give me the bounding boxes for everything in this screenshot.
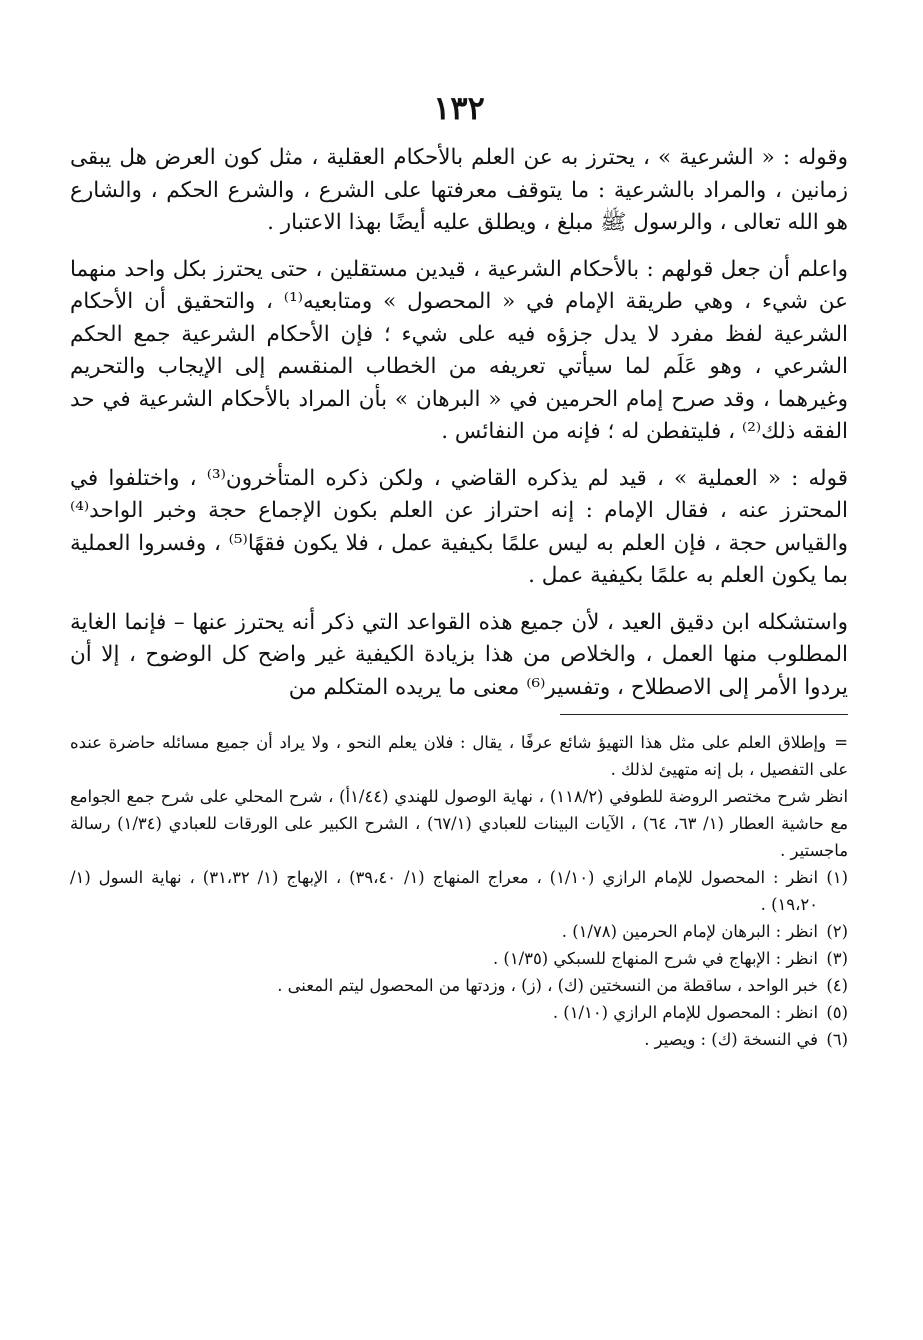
body-paragraph: واعلم أن جعل قولهم : بالأحكام الشرعية ، قيدين مستقلين ، حتى يحترز بكل واحد منهما عن شيء ، وهي طريقة الإمام في « المحصول » ومتابعيه⁽¹⁾ ، والتحقيق أن الأحكام الشرعية لفظ مفرد لا يدل جزؤه فيه على شيء ؛ فإن الأحكام الشرعية جمع الحكم الشرعي ، وهو عَلَم لما سيأتي تعريفه من الخطاب المنقسم إلى الإيجاب والتحريم وغيرهما ، وقد صرح إمام الحرمين في « البرهان » بأن المراد بالأحكام الشرعية في حد الفقه ذلك⁽²⁾ ، فليتفطن له ؛ فإنه من النفائس . (70, 256, 848, 444)
footnote-number: (١) (826, 868, 848, 887)
footnote-number: (٤) (826, 976, 848, 995)
footnote-item (70, 1026, 848, 1053)
continued-footnote-references: انظر شرح مختصر الروضة للطوفي (١١٨/٢) ، نهاية الوصول للهندي (١/٤٤أ) ، شرح المحلي على شرح جمع الجوامع مع حاشية العطار (١/ ٦٣، ٦٤) ، الآيات البينات للعبادي (٦٧/١) ، الشرح الكبير على الورقات للعبادي (١/٣٤) رسالة ماجستير . (70, 787, 849, 860)
footnote-text: انظر : الإبهاج في شرح المنهاج للسبكي (١/٣٥) . (492, 949, 818, 968)
footnote-item (70, 945, 848, 972)
body-paragraph: قوله : « العملية » ، قيد لم يذكره القاضي ، ولكن ذكره المتأخرون⁽³⁾ ، واختلفوا في المحترز عنه ، فقال الإمام : إنه احتراز عن العلم بكون الإجماع حجة وخبر الواحد⁽⁴⁾ والقياس حجة ، فإن العلم به ليس علمًا بكيفية عمل ، فلا يكون فقهًا⁽⁵⁾ ، وفسروا العملية بما يكون العلم به علمًا بكيفية عمل . (70, 465, 848, 588)
footnote-number: (٦) (826, 1030, 848, 1049)
continued-footnote-text: وإطلاق العلم على مثل هذا التهيؤ شائع عرفًا ، يقال : فلان يعلم النحو ، ولا يراد أن جميع مسائله حاضرة عنده على التفصيل ، بل إنه متهيئ لذلك . (70, 733, 848, 779)
footnote-item (70, 864, 848, 918)
footnote-text: خبر الواحد ، ساقطة من النسختين (ك) ، (ز) ، وزدتها من المحصول ليتم المعنى . (277, 976, 818, 995)
footnote-text: انظر : المحصول للإمام الرازي (١/١٠) . (552, 1003, 818, 1022)
continued-footnote (70, 729, 848, 864)
body-paragraph: وقوله : « الشرعية » ، يحترز به عن العلم بالأحكام العقلية ، مثل كون العرض هل يبقى زمانين ، والمراد بالشرعية : ما يتوقف معرفتها على الشرع ، والشرع الحكم ، والشارع هو الله تعالى ، والرسول ﷺ مبلغ ، ويطلق عليه أيضًا بهذا الاعتبار . (70, 145, 848, 235)
footnote-text: انظر : البرهان لإمام الحرمين (١/٧٨) . (561, 922, 818, 941)
continuation-mark: = (834, 733, 848, 752)
footnote-number: (٢) (826, 922, 848, 941)
footnote-number: (٣) (826, 949, 848, 968)
footnote-text: في النسخة (ك) : ويصير . (644, 1030, 818, 1049)
footnotes-section (70, 729, 848, 1053)
footnote-separator (560, 714, 848, 715)
footnote-item (70, 999, 848, 1026)
body-paragraph: واستشكله ابن دقيق العيد ، لأن جميع هذه القواعد التي ذكر أنه يحترز عنها – فإنما الغاية المطلوب منها العمل ، والخلاص من هذا بزيادة الكيفية غير واضح كل الوضوح ، إلا أن يردوا الأمر إلى الاصطلاح ، وتفسير⁽⁶⁾ معنى ما يريده المتكلم من (70, 609, 848, 700)
document-page (70, 88, 848, 1053)
footnote-item (70, 972, 848, 999)
footnote-text: انظر : المحصول للإمام الرازي (١/١٠) ، معراج المنهاج (١/ ٣٩،٤٠) ، الإبهاج (١/ ٣١،٣٢) ، نهاية السول (١/ ١٩،٢٠) . (70, 868, 819, 914)
footnote-item (70, 918, 848, 945)
footnote-number: (٥) (826, 1003, 848, 1022)
page-number: ١٣٢ (433, 89, 485, 127)
